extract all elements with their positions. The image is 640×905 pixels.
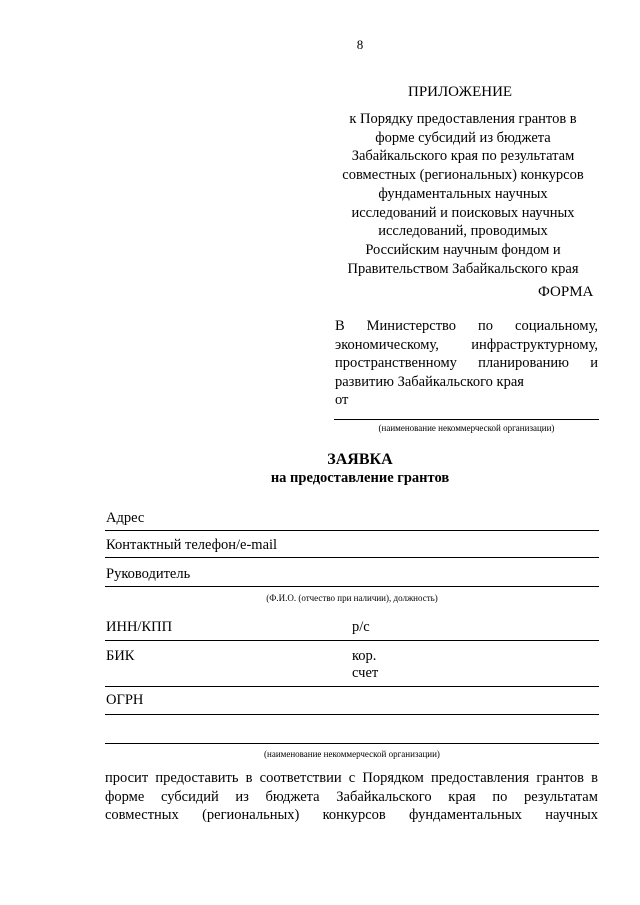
correspondent-label: кор.: [352, 648, 377, 664]
addressee-line: [335, 317, 598, 336]
word: бюджета: [265, 788, 320, 805]
organization-name-caption: (наименование некоммерческой организации): [378, 423, 555, 433]
application-subtitle: на предоставление грантов: [270, 470, 450, 486]
word: в: [591, 770, 598, 786]
appendix-description: [330, 110, 596, 278]
word: пространственному: [335, 355, 457, 371]
word: результатам: [524, 788, 598, 805]
paragraph-line: [105, 769, 598, 788]
head-caption: (Ф.И.О. (отчество при наличии), должность): [266, 593, 438, 603]
appendix-line: исследований, проводимых: [378, 223, 548, 240]
organization-name-line: [334, 419, 599, 420]
word: по: [478, 318, 494, 334]
appendix-line: форме субсидий из бюджета: [375, 129, 551, 146]
organization-name-line: [105, 743, 599, 744]
word: субсидий: [160, 788, 219, 805]
word: научных: [545, 807, 598, 823]
word: Порядком: [362, 770, 424, 786]
bik-label: БИК: [106, 648, 135, 664]
application-title: ЗАЯВКА: [327, 451, 393, 468]
appendix-line: фундаментальных научных: [378, 185, 548, 202]
settlement-account-label: р/с: [352, 619, 370, 635]
word: предоставления: [431, 770, 530, 786]
word: предоставить: [155, 770, 239, 786]
addressee-from: от: [335, 392, 349, 408]
appendix-title: ПРИЛОЖЕНИЕ: [408, 84, 513, 100]
word: фундаментальных: [409, 807, 522, 823]
appendix-line: к Порядку предоставления грантов в: [349, 111, 577, 127]
head-line: [105, 586, 599, 587]
addressee-line: развитию Забайкальского края: [335, 373, 524, 390]
ogrn-label: ОГРН: [106, 692, 144, 708]
word: грантов: [536, 770, 584, 786]
bik-line: [105, 686, 599, 687]
word: из: [235, 788, 249, 805]
request-paragraph: [105, 769, 598, 825]
word: просит: [105, 770, 149, 786]
addressee-block: [335, 317, 598, 410]
word: Забайкальского: [336, 788, 432, 805]
ogrn-line: [105, 714, 599, 715]
word: инфраструктурному,: [471, 336, 598, 353]
addressee-line: [335, 336, 598, 355]
appendix-line: Российским научным фондом и: [365, 241, 561, 258]
word: совместных: [105, 807, 179, 823]
address-line: [105, 530, 599, 531]
addressee-line: [335, 354, 598, 373]
paragraph-line: [105, 788, 598, 807]
word: форме: [105, 788, 145, 805]
word: края: [448, 788, 476, 805]
inn-kpp-label: ИНН/КПП: [106, 619, 173, 635]
contact-line: [105, 557, 599, 558]
head-label: Руководитель: [106, 566, 191, 582]
word: экономическому,: [335, 336, 439, 353]
word: планированию: [478, 355, 570, 371]
account-label: счет: [352, 665, 379, 681]
word: в: [245, 770, 253, 786]
contact-label: Контактный телефон/e-mail: [106, 537, 278, 553]
organization-name-caption: (наименование некоммерческой организации): [264, 749, 440, 759]
appendix-line: исследований и поисковых научных: [351, 204, 575, 221]
address-label: Адрес: [106, 510, 145, 526]
word: Министерство: [366, 318, 457, 334]
paragraph-line: [105, 806, 598, 825]
word: (региональных): [202, 807, 300, 823]
word: В: [335, 318, 345, 334]
form-label: ФОРМА: [538, 284, 594, 300]
appendix-line: Забайкальского края по результатам: [351, 148, 575, 165]
word: и: [590, 355, 598, 371]
word: с: [348, 770, 356, 786]
appendix-line: совместных (региональных) конкурсов: [342, 167, 584, 184]
word: конкурсов: [322, 807, 386, 823]
word: социальному,: [515, 318, 598, 334]
appendix-line: Правительством Забайкальского края: [347, 260, 579, 277]
word: соответствии: [259, 770, 342, 786]
page-number: 8: [356, 37, 364, 52]
inn-kpp-line: [105, 640, 599, 641]
word: по: [492, 788, 508, 805]
